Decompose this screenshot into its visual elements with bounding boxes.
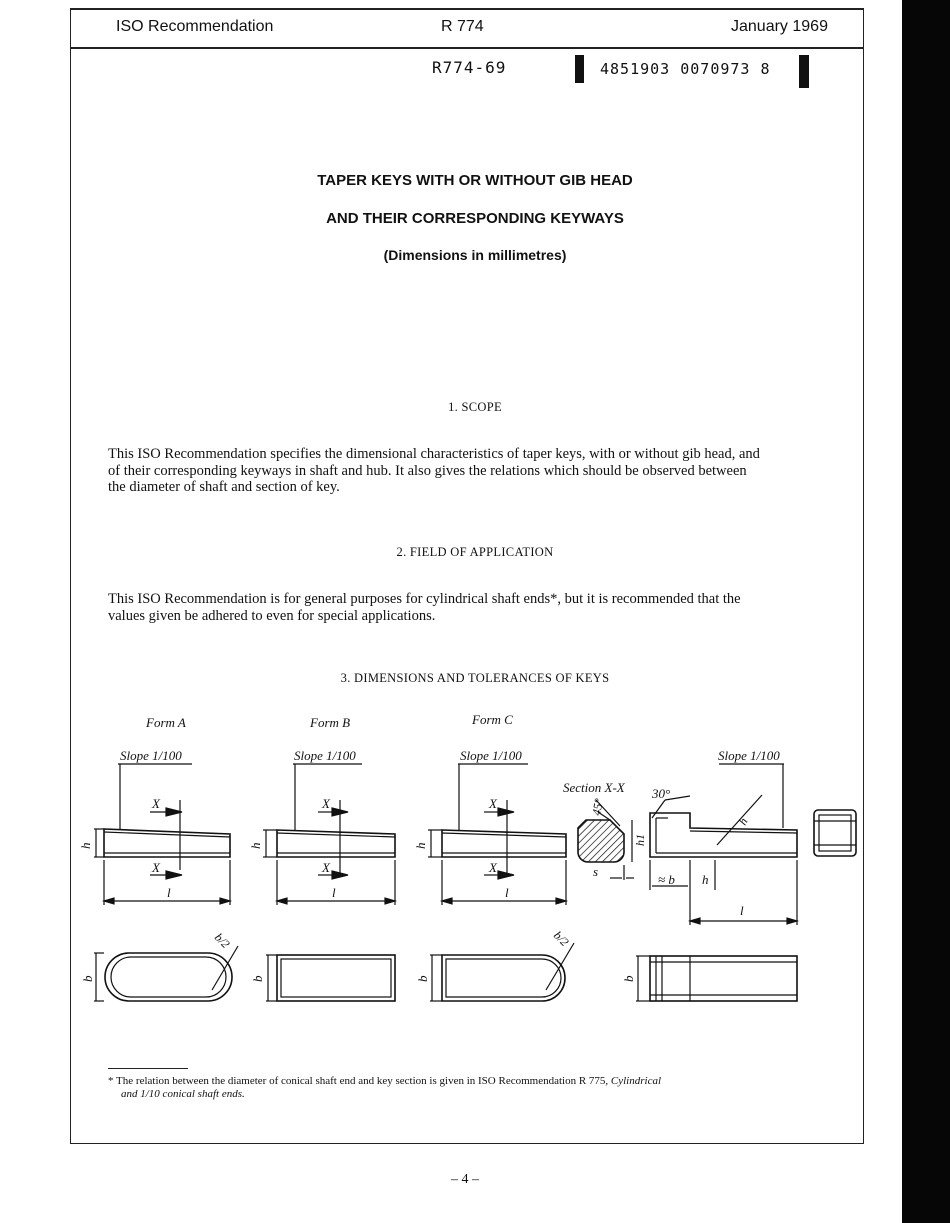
form-c-l-label: l [505, 885, 509, 900]
form-a-section-x-top: X [152, 796, 160, 811]
gib-head-end-view [814, 810, 856, 856]
form-c-section-x-top: X [489, 796, 497, 811]
form-a-h-label: h [78, 842, 93, 849]
footnote-italic-1: Cylindrical [610, 1075, 662, 1087]
barcode-text: 4851903 0070973 8 [600, 60, 771, 78]
section-s-label: s [593, 864, 599, 879]
form-b-section-x-top: X [322, 796, 330, 811]
form-a-section-x-bottom: X [152, 860, 160, 875]
header-center: R 774 [441, 18, 484, 35]
barcode-mark-left [575, 55, 584, 83]
form-b-top-view [266, 955, 395, 1001]
section-xx-view [578, 800, 634, 880]
form-a-top-view [94, 946, 238, 1001]
header-left: ISO Recommendation [116, 18, 274, 35]
gib-head-side-view [650, 764, 797, 925]
form-b-h-label: h [248, 842, 263, 849]
form-b-l-label: l [332, 885, 336, 900]
form-b-section-x-bottom: X [322, 860, 330, 875]
form-a-label: Form A [146, 715, 186, 730]
form-c-b-label: b [415, 975, 430, 982]
header-divider [70, 47, 864, 49]
key-forms-figure [0, 700, 900, 1030]
form-c-section-x-bottom: X [489, 860, 497, 875]
footnote [108, 1075, 818, 1100]
scope-line-2: of their corresponding keyways in shaft and hub. It also gives the relations which should be observed between [108, 462, 747, 479]
field-line-1: This ISO Recommendation is for general purposes for cylindrical shaft ends*, but it is recommended that the [108, 591, 741, 607]
document-code: R774-69 [432, 58, 507, 77]
angle-45-label: 45° [589, 797, 606, 817]
form-a-slope-label: Slope 1/100 [120, 748, 182, 763]
gib-head-h-dim-label: h [702, 872, 709, 887]
page-number: – 4 – [451, 1172, 479, 1187]
form-c-b2-label: b/2 [550, 928, 572, 949]
form-c-top-view [430, 943, 574, 1001]
scope-paragraph [108, 446, 814, 496]
footnote-line-2: and 1/10 conical shaft ends. [121, 1087, 245, 1100]
title-line-2: AND THEIR CORRESPONDING KEYWAYS [326, 210, 624, 227]
header-right: January 1969 [731, 18, 828, 35]
field-heading: 2. FIELD OF APPLICATION [396, 545, 554, 559]
gib-head-top-view [636, 956, 797, 1001]
barcode-mark-right [799, 55, 809, 88]
gib-head-b-label: b [621, 975, 636, 982]
form-a-b2-label: b/2 [211, 930, 233, 951]
dimensions-heading: 3. DIMENSIONS AND TOLERANCES OF KEYS [340, 671, 610, 685]
scope-line-1: This ISO Recommendation specifies the dimensional characteristics of taper keys, with or without gib head, and [108, 446, 760, 462]
form-c-label: Form C [472, 712, 513, 727]
form-c-h-label: h [413, 842, 428, 849]
section-h1-label: h1 [633, 834, 647, 846]
gib-head-h-label: h [735, 815, 751, 828]
gib-head-l-label: l [740, 903, 744, 918]
form-b-side-view [263, 764, 395, 905]
gib-head-slope-label: Slope 1/100 [718, 748, 780, 763]
form-a-b-label: b [80, 975, 95, 982]
form-a-l-label: l [167, 885, 171, 900]
gib-head-approx-b-label: ≈ b [658, 872, 675, 887]
form-c-side-view [428, 764, 566, 905]
form-c-slope-label: Slope 1/100 [460, 748, 522, 763]
section-xx-label: Section X-X [563, 780, 625, 795]
form-b-b-label: b [250, 975, 265, 982]
title-line-1: TAPER KEYS WITH OR WITHOUT GIB HEAD [317, 172, 633, 189]
footnote-line-1 [108, 1075, 818, 1088]
form-b-label: Form B [310, 715, 351, 730]
scope-heading: 1. SCOPE [448, 400, 502, 414]
field-line-2: values given be adhered to even for special applications. [108, 607, 436, 624]
footnote-text-1: * The relation between the diameter of conical shaft end and key section is given in ISO Recommendation R 775, [108, 1075, 611, 1087]
field-paragraph [108, 591, 814, 624]
angle-30-label: 30° [652, 786, 671, 801]
form-a-side-view [94, 764, 230, 905]
scope-line-3: the diameter of shaft and section of key. [108, 479, 340, 495]
footnote-rule [108, 1068, 188, 1069]
subtitle: (Dimensions in millimetres) [383, 247, 567, 263]
form-b-slope-label: Slope 1/100 [294, 748, 356, 763]
